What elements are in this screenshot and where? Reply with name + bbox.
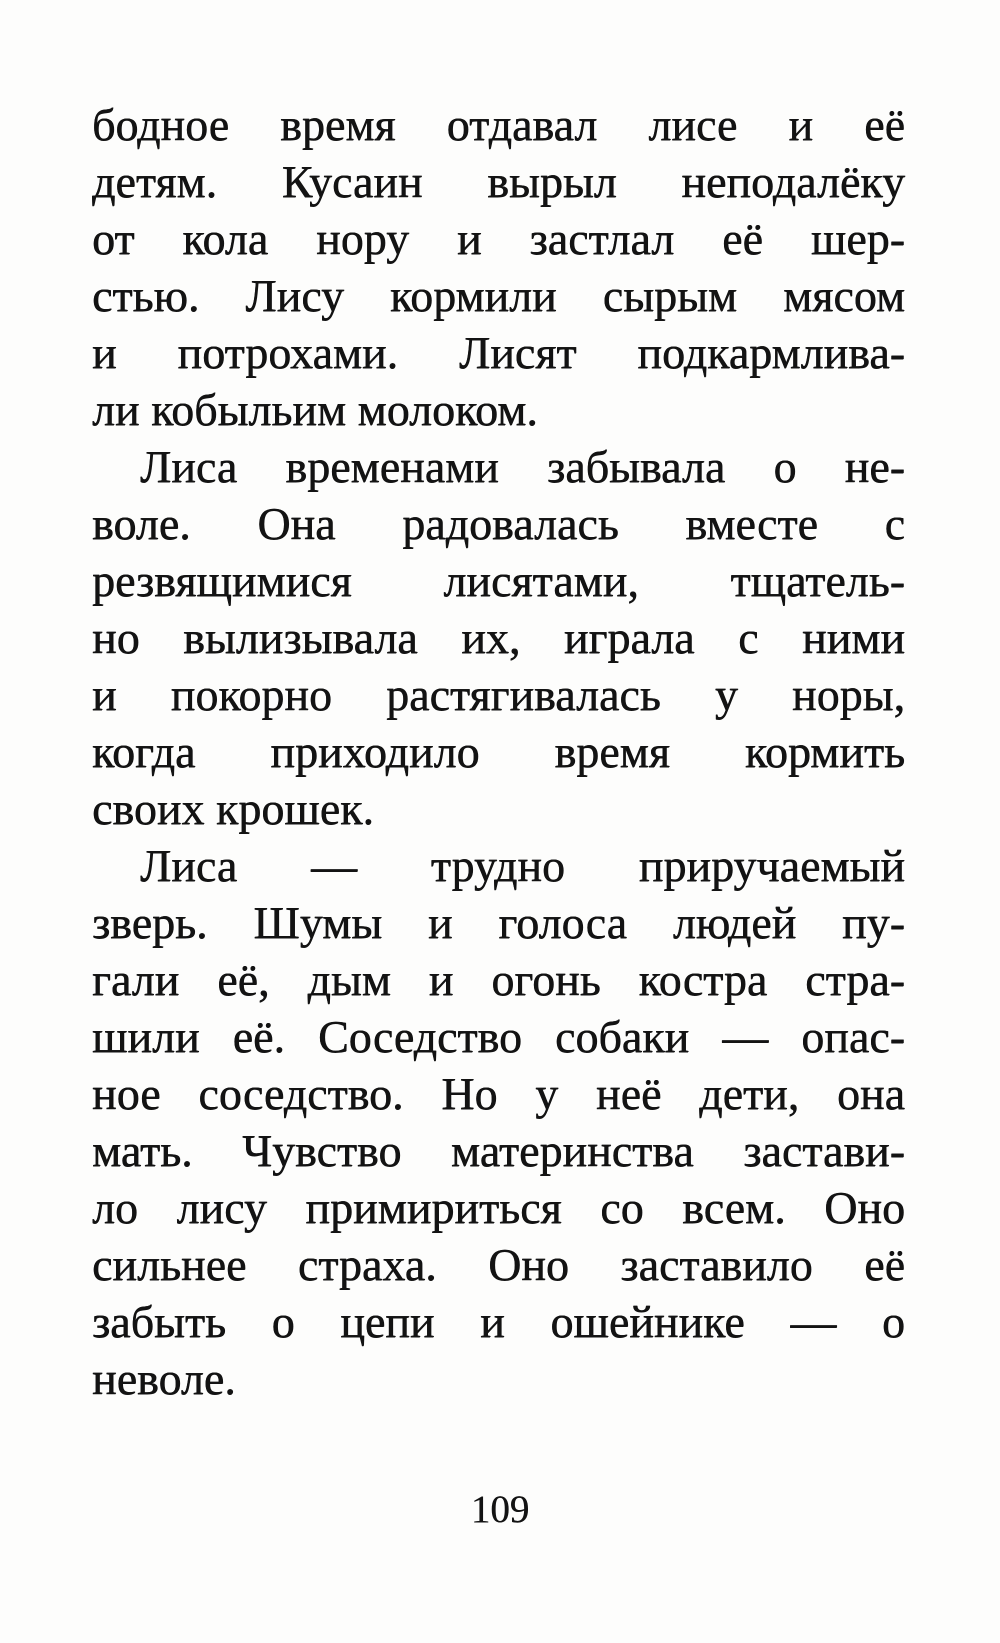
text-line: стью. Лису кормили сырым мясом	[92, 270, 905, 321]
page-number: 109	[470, 1488, 530, 1531]
text-line: когда приходило время кормить	[92, 726, 905, 777]
text-line: Лиса — трудно приручаемый	[140, 840, 905, 891]
text-line: бодное время отдавал лисе и её	[92, 99, 905, 150]
text-line: мать. Чувство материнства застави-	[92, 1125, 905, 1176]
text-line: забыть о цепи и ошейнике — о	[92, 1296, 905, 1347]
text-line: детям. Кусаин вырыл неподалёку	[92, 156, 905, 207]
text-line: и потрохами. Лисят подкармлива-	[92, 327, 905, 378]
text-line: Лиса временами забывала о не-	[140, 441, 905, 492]
text-line: зверь. Шумы и голоса людей пу-	[92, 897, 905, 948]
text-line: ло лису примириться со всем. Оно	[92, 1182, 905, 1233]
text-line: шили её. Соседство собаки — опас-	[92, 1011, 905, 1062]
text-line: ное соседство. Но у неё дети, она	[92, 1068, 905, 1119]
text-line: от кола нору и застлал её шер-	[92, 213, 905, 264]
text-line: и покорно растягивалась у норы,	[92, 669, 905, 720]
text-line: гали её, дым и огонь костра стра-	[92, 954, 905, 1005]
text-line: воле. Она радовалась вместе с	[92, 498, 905, 549]
page-text-block	[92, 96, 905, 1407]
text-line: резвящимися лисятами, тщатель-	[92, 555, 905, 606]
text-line: неволе.	[92, 1353, 236, 1404]
text-line: ли кобыльим молоком.	[92, 384, 538, 435]
text-line: сильнее страха. Оно заставило её	[92, 1239, 905, 1290]
text-line: своих крошек.	[92, 783, 374, 834]
text-line: но вылизывала их, играла с ними	[92, 612, 905, 663]
